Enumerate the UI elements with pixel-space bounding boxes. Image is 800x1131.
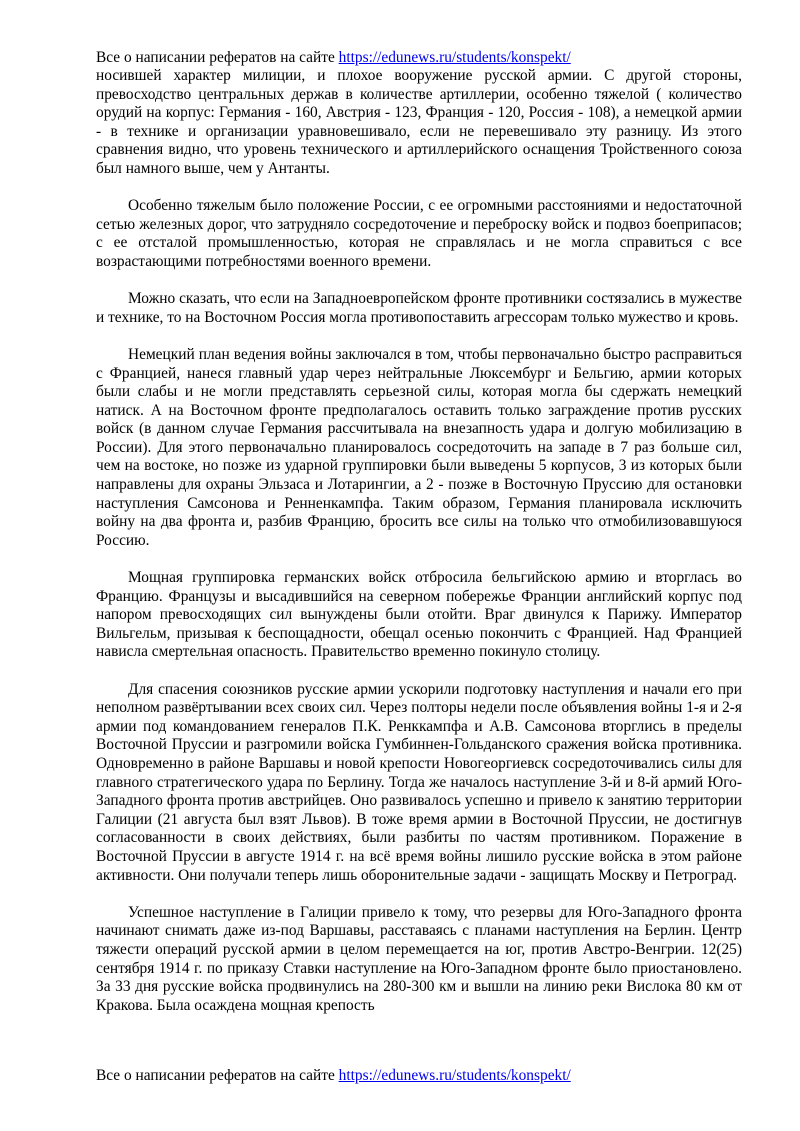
paragraph-2: Особенно тяжелым было положение России, с ее огромными расстояниями и недостаточной сетью железных дорог, что затрудняло сосредоточение и переброску войск и подвоз боеприпасов; с ее отсталой промышленностью, которая не справлялась и не могла справиться с все возрастающими потребностями военного времени.	[96, 197, 742, 270]
footer-text: Все о написании рефератов на сайте	[96, 1067, 339, 1084]
document-body	[96, 67, 742, 1015]
paragraph-3: Можно сказать, что если на Западноевропейском фронте противники состязались в мужестве и технике, то на Восточном Россия могла противопоставить агрессорам только мужество и кровь.	[96, 290, 742, 326]
paragraph-6: Для спасения союзников русские армии ускорили подготовку наступления и начали его при неполном развёртывании всех своих сил. Через полторы недели после объявления войны 1-я и 2-я армии под командованием генералов П.К. Ренккампфа и А.В. Самсонова вторглись в пределы Восточной Пруссии и разгромили войска Гумбиннен-Гольданского сражения войска противника. Одновременно в районе Варшавы и новой крепости Новогеоргиевск сосредоточивались силы для главного стратегического удара по Берлину. Тогда же началось наступление 3-й и 8-й армий Юго-Западного фронта против австрийцев. Оно развивалось успешно и привело к занятию территории Галиции (21 августа был взят Львов). В тоже время армии в Восточной Пруссии, не достигнув согласованности в своих действиях, были разбиты по частям противником. Поражение в Восточной Пруссии в августе 1914 г. на всё время войны лишило русские войска в этом районе активности. Они получали теперь лишь оборонительные задачи - защищать Москву и Петроград.	[96, 680, 742, 884]
paragraph-1: носившей характер милиции, и плохое вооружение русской армии. С другой стороны, превосходство центральных держав в количестве артиллерии, особенно тяжелой ( количество орудий на корпус: Германия - 160, Австрия - 123, Франция - 120, Россия - 108), а немецкой армии - в технике и организации уравновешивало, если не перевешивало эту разницу. Из этого сравнения видно, что уровень технического и артиллерийского оснащения Тройственного союза был намного выше, чем у Антанты.	[96, 67, 742, 177]
page-header	[96, 48, 571, 67]
header-text: Все о написании рефератов на сайте	[96, 49, 339, 66]
paragraph-5: Мощная группировка германских войск отбросила бельгийскою армию и вторглась во Францию. Французы и высадившийся на северном побережье Франции английский корпус под напором превосходящих сил вынуждены были отойти. Враг двинулся к Парижу. Император Вильгельм, призывая к беспощадности, обещал осенью покончить с Францией. Над Францией нависла смертельная опасность. Правительство временно покинуло столицу.	[96, 569, 742, 661]
header-link[interactable]: https://edunews.ru/students/konspekt/	[338, 49, 571, 66]
paragraph-4: Немецкий план ведения войны заключался в том, чтобы первоначально быстро расправиться с Францией, нанеся главный удар через нейтральные Люксембург и Бельгию, армии которых были слабы и не могли представлять серьезной силы, которая могла бы сдержать немецкий натиск. А на Восточном фронте предполагалось оставить только заграждение против русских войск (в данном случае Германия рассчитывала на внезапность удара и долгую мобилизацию в России). Для этого первоначально планировалось сосредоточить на западе в 7 раз больше сил, чем на востоке, но позже из ударной группировки были выведены 5 корпусов, 3 из которых были направлены для охраны Эльзаса и Лотарингии, а 2 - позже в Восточную Пруссию для остановки наступления Самсонова и Ренненкампфа. Таким образом, Германия планировала исключить войну на два фронта и, разбив Францию, бросить все силы на только что отмобилизовавшуюся Россию.	[96, 345, 742, 549]
paragraph-7: Успешное наступление в Галиции привело к тому, что резервы для Юго-Западного фронта начинают снимать даже из-под Варшавы, расставаясь с планами наступления на Берлин. Центр тяжести операций русской армии в целом перемещается на юг, против Австро-Венгрии. 12(25) сентября 1914 г. по приказу Ставки наступление на Юго-Западном фронте было приостановлено. За 33 дня русские войска продвинулись на 280-300 км и вышли на линию реки Вислока 80 км от Кракова. Была осаждена мощная крепость	[96, 903, 742, 1014]
page-footer	[96, 1066, 571, 1085]
footer-link[interactable]: https://edunews.ru/students/konspekt/	[338, 1067, 571, 1084]
